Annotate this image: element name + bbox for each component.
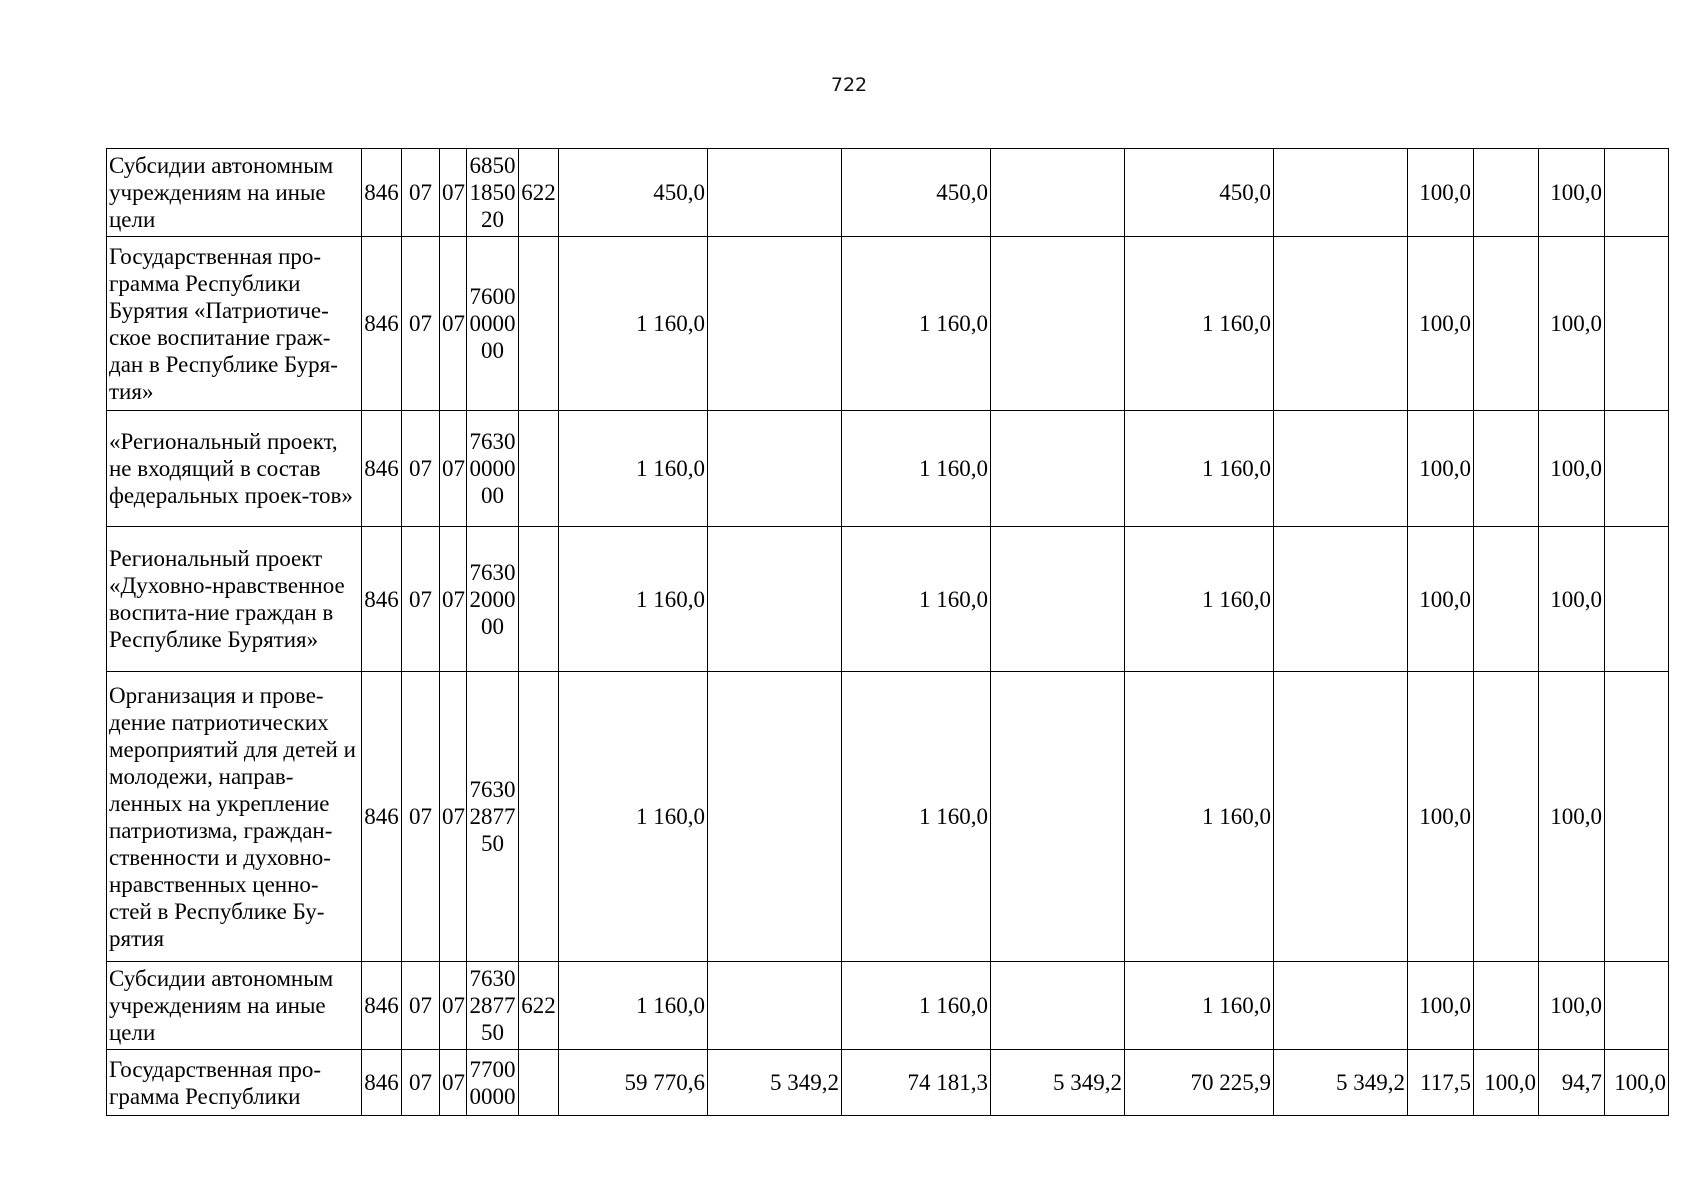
section-code-cell: 07 bbox=[402, 1050, 440, 1116]
row-name-cell: Организация и прове-дение патриотических мероприятий для детей и молодежи, направ-ленных на укрепление патриотизма, граждан-ственности и духовно-нравственных ценно-стей в Республике Бу-рятия bbox=[107, 672, 362, 962]
expense-type-cell bbox=[519, 527, 559, 672]
grbs-code-cell: 846 bbox=[362, 1050, 402, 1116]
subsection-code-cell: 07 bbox=[440, 962, 467, 1050]
percent-1-subvention-cell bbox=[1474, 672, 1539, 962]
amount-3-subvention-cell bbox=[1274, 411, 1408, 527]
amount-1-cell: 1 160,0 bbox=[559, 672, 708, 962]
amount-2-subvention-cell: 5 349,2 bbox=[991, 1050, 1125, 1116]
table-row bbox=[107, 672, 1669, 962]
target-article-part: 2877 bbox=[469, 804, 516, 829]
amount-2-cell: 1 160,0 bbox=[842, 237, 991, 411]
percent-1-cell: 100,0 bbox=[1408, 237, 1474, 411]
amount-1-subvention-cell bbox=[708, 237, 842, 411]
target-article-part: 7700 bbox=[469, 1056, 516, 1082]
amount-3-subvention-cell bbox=[1274, 527, 1408, 672]
amount-3-cell: 1 160,0 bbox=[1125, 672, 1274, 962]
target-article-part: 0000 bbox=[469, 1083, 516, 1109]
percent-2-subvention-cell bbox=[1605, 237, 1669, 411]
grbs-code-cell: 846 bbox=[362, 237, 402, 411]
percent-1-subvention-cell: 100,0 bbox=[1474, 1050, 1539, 1116]
target-article-cell bbox=[467, 237, 519, 411]
target-article-cell bbox=[467, 1050, 519, 1116]
amount-1-cell: 1 160,0 bbox=[559, 411, 708, 527]
amount-3-cell: 70 225,9 bbox=[1125, 1050, 1274, 1116]
target-article-part: 00 bbox=[481, 483, 504, 508]
budget-table bbox=[106, 148, 1669, 1116]
target-article-cell bbox=[467, 962, 519, 1050]
target-article-part: 7630 bbox=[469, 559, 516, 585]
page-number: 722 bbox=[830, 74, 868, 96]
amount-2-cell: 1 160,0 bbox=[842, 962, 991, 1050]
grbs-code-cell: 846 bbox=[362, 962, 402, 1050]
target-article-part: 2000 bbox=[469, 586, 516, 612]
percent-2-subvention-cell bbox=[1605, 527, 1669, 672]
row-name-cell: Региональный проект «Духовно-нравственное воспита-ние граждан в Республике Бурятия» bbox=[107, 527, 362, 672]
percent-1-cell: 100,0 bbox=[1408, 527, 1474, 672]
expense-type-cell bbox=[519, 672, 559, 962]
percent-1-subvention-cell bbox=[1474, 237, 1539, 411]
subsection-code-cell: 07 bbox=[440, 411, 467, 527]
table-row bbox=[107, 149, 1669, 237]
percent-2-cell: 100,0 bbox=[1539, 962, 1605, 1050]
table-row bbox=[107, 527, 1669, 672]
percent-1-subvention-cell bbox=[1474, 527, 1539, 672]
amount-2-subvention-cell bbox=[991, 962, 1125, 1050]
amount-3-subvention-cell bbox=[1274, 149, 1408, 237]
target-article-part: 7630 bbox=[469, 429, 516, 454]
budget-table-body bbox=[107, 149, 1669, 1116]
percent-2-cell: 100,0 bbox=[1539, 411, 1605, 527]
subsection-code-cell: 07 bbox=[440, 527, 467, 672]
percent-2-cell: 100,0 bbox=[1539, 672, 1605, 962]
amount-1-cell: 1 160,0 bbox=[559, 962, 708, 1050]
target-article-part: 6850 bbox=[469, 153, 516, 178]
target-article-cell bbox=[467, 411, 519, 527]
percent-2-subvention-cell bbox=[1605, 672, 1669, 962]
expense-type-cell bbox=[519, 1050, 559, 1116]
percent-1-cell: 100,0 bbox=[1408, 672, 1474, 962]
target-article-part: 0000 bbox=[469, 311, 516, 336]
row-name-cell: Субсидии автономным учреждениям на иные цели bbox=[107, 149, 362, 237]
percent-2-cell: 100,0 bbox=[1539, 149, 1605, 237]
percent-2-subvention-cell bbox=[1605, 149, 1669, 237]
percent-2-subvention-cell bbox=[1605, 411, 1669, 527]
amount-1-subvention-cell bbox=[708, 149, 842, 237]
grbs-code-cell: 846 bbox=[362, 411, 402, 527]
target-article-cell bbox=[467, 149, 519, 237]
target-article-part: 00 bbox=[481, 338, 504, 363]
grbs-code-cell: 846 bbox=[362, 672, 402, 962]
target-article-part: 1850 bbox=[469, 180, 516, 205]
section-code-cell: 07 bbox=[402, 411, 440, 527]
amount-3-cell: 1 160,0 bbox=[1125, 527, 1274, 672]
expense-type-cell bbox=[519, 237, 559, 411]
amount-3-cell: 1 160,0 bbox=[1125, 411, 1274, 527]
section-code-cell: 07 bbox=[402, 962, 440, 1050]
percent-1-subvention-cell bbox=[1474, 149, 1539, 237]
target-article-part: 00 bbox=[481, 613, 504, 639]
subsection-code-cell: 07 bbox=[440, 149, 467, 237]
amount-1-cell: 1 160,0 bbox=[559, 527, 708, 672]
target-article-part: 7630 bbox=[469, 777, 516, 802]
amount-1-subvention-cell: 5 349,2 bbox=[708, 1050, 842, 1116]
table-row bbox=[107, 1050, 1669, 1116]
grbs-code-cell: 846 bbox=[362, 527, 402, 672]
amount-2-cell: 450,0 bbox=[842, 149, 991, 237]
amount-2-cell: 1 160,0 bbox=[842, 411, 991, 527]
row-name-cell: Государственная про-грамма Республики bbox=[107, 1050, 362, 1116]
table-row bbox=[107, 962, 1669, 1050]
subsection-code-cell: 07 bbox=[440, 1050, 467, 1116]
percent-1-cell: 100,0 bbox=[1408, 962, 1474, 1050]
target-article-part: 50 bbox=[481, 831, 504, 856]
amount-2-cell: 74 181,3 bbox=[842, 1050, 991, 1116]
section-code-cell: 07 bbox=[402, 237, 440, 411]
amount-3-cell: 1 160,0 bbox=[1125, 237, 1274, 411]
expense-type-cell: 622 bbox=[519, 149, 559, 237]
percent-1-subvention-cell bbox=[1474, 411, 1539, 527]
expense-type-cell: 622 bbox=[519, 962, 559, 1050]
amount-2-subvention-cell bbox=[991, 672, 1125, 962]
percent-2-cell: 100,0 bbox=[1539, 237, 1605, 411]
amount-2-cell: 1 160,0 bbox=[842, 672, 991, 962]
target-article-part: 0000 bbox=[469, 456, 516, 481]
percent-1-subvention-cell bbox=[1474, 962, 1539, 1050]
row-name-cell: Государственная про-грамма Республики Бурятия «Патриотиче-ское воспитание граж-дан в Республике Буря-тия» bbox=[107, 237, 362, 411]
amount-2-cell: 1 160,0 bbox=[842, 527, 991, 672]
percent-2-subvention-cell: 100,0 bbox=[1605, 1050, 1669, 1116]
table-row bbox=[107, 411, 1669, 527]
amount-3-subvention-cell bbox=[1274, 962, 1408, 1050]
row-name-cell: «Региональный проект, не входящий в состав федеральных проек-тов» bbox=[107, 411, 362, 527]
subsection-code-cell: 07 bbox=[440, 672, 467, 962]
target-article-part: 20 bbox=[481, 207, 504, 232]
grbs-code-cell: 846 bbox=[362, 149, 402, 237]
amount-3-subvention-cell bbox=[1274, 672, 1408, 962]
percent-2-subvention-cell bbox=[1605, 962, 1669, 1050]
target-article-part: 7600 bbox=[469, 284, 516, 309]
table-row bbox=[107, 237, 1669, 411]
target-article-part: 50 bbox=[481, 1020, 504, 1045]
amount-3-cell: 1 160,0 bbox=[1125, 962, 1274, 1050]
percent-1-cell: 100,0 bbox=[1408, 411, 1474, 527]
section-code-cell: 07 bbox=[402, 672, 440, 962]
percent-2-cell: 100,0 bbox=[1539, 527, 1605, 672]
amount-1-cell: 450,0 bbox=[559, 149, 708, 237]
amount-2-subvention-cell bbox=[991, 411, 1125, 527]
amount-2-subvention-cell bbox=[991, 149, 1125, 237]
amount-3-subvention-cell bbox=[1274, 237, 1408, 411]
amount-1-subvention-cell bbox=[708, 962, 842, 1050]
section-code-cell: 07 bbox=[402, 527, 440, 672]
target-article-part: 2877 bbox=[469, 993, 516, 1018]
amount-1-cell: 59 770,6 bbox=[559, 1050, 708, 1116]
row-name-cell: Субсидии автономным учреждениям на иные цели bbox=[107, 962, 362, 1050]
amount-2-subvention-cell bbox=[991, 237, 1125, 411]
subsection-code-cell: 07 bbox=[440, 237, 467, 411]
amount-3-subvention-cell: 5 349,2 bbox=[1274, 1050, 1408, 1116]
percent-1-cell: 117,5 bbox=[1408, 1050, 1474, 1116]
amount-1-subvention-cell bbox=[708, 527, 842, 672]
target-article-cell bbox=[467, 527, 519, 672]
expense-type-cell bbox=[519, 411, 559, 527]
target-article-cell bbox=[467, 672, 519, 962]
amount-3-cell: 450,0 bbox=[1125, 149, 1274, 237]
percent-2-cell: 94,7 bbox=[1539, 1050, 1605, 1116]
amount-2-subvention-cell bbox=[991, 527, 1125, 672]
percent-1-cell: 100,0 bbox=[1408, 149, 1474, 237]
section-code-cell: 07 bbox=[402, 149, 440, 237]
target-article-part: 7630 bbox=[469, 966, 516, 991]
amount-1-cell: 1 160,0 bbox=[559, 237, 708, 411]
amount-1-subvention-cell bbox=[708, 672, 842, 962]
amount-1-subvention-cell bbox=[708, 411, 842, 527]
